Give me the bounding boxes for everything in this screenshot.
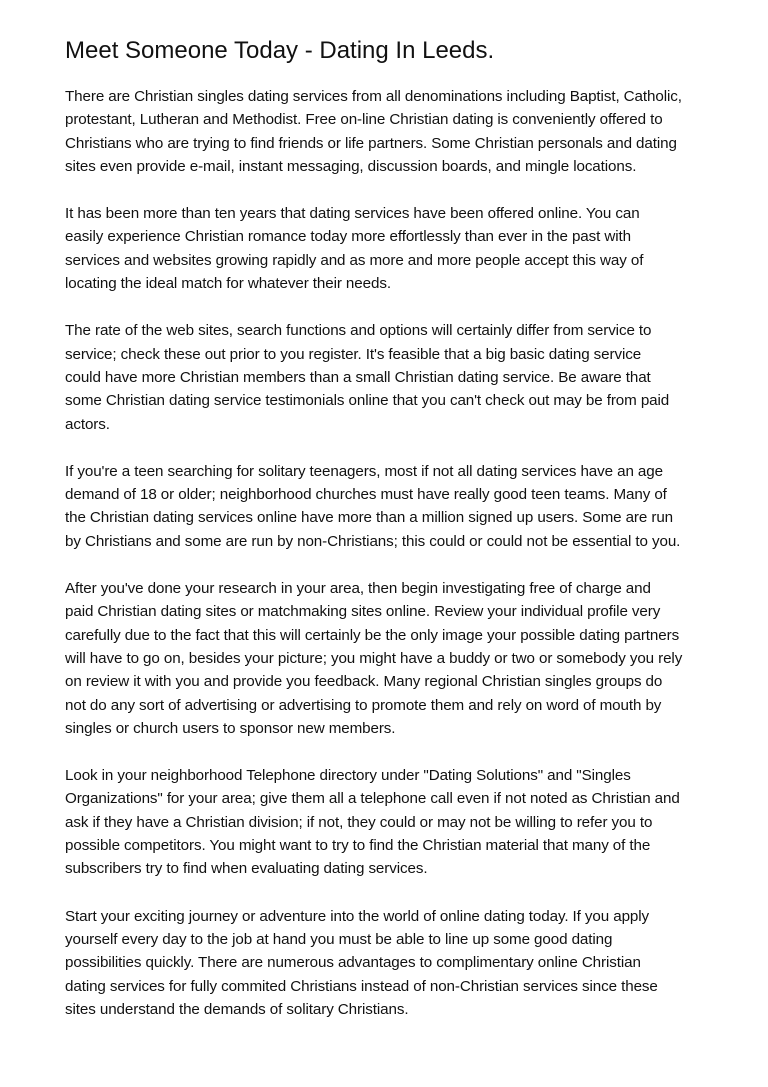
paragraph <box>65 460 715 553</box>
text-line: easily experience Christian romance today more effortlessly than ever in the past with <box>65 228 631 246</box>
text-line: some Christian dating service testimonials online that you can't check out may be from paid <box>65 392 670 410</box>
text-line: subscribers try to find when evaluating dating services. <box>65 860 428 878</box>
text-line: the Christian dating services online have more than a million signed up users. Some are run <box>65 509 674 527</box>
text-line: locating the ideal match for whatever their needs. <box>65 275 391 293</box>
text-line: yourself every day to the job at hand you must be able to line up some good dating <box>65 930 613 948</box>
text-line: After you've done your research in your area, then begin investigating free of charge and <box>65 580 651 598</box>
document-body <box>65 85 715 1045</box>
text-line: possibilities quickly. There are numerous advantages to complimentary online Christian <box>65 954 641 972</box>
text-line: The rate of the web sites, search functions and options will certainly differ from service to <box>65 322 652 340</box>
text-line: demand of 18 or older; neighborhood churches must have really good teen teams. Many of <box>65 486 667 504</box>
text-line: dating services for fully commited Christians instead of non-Christian services since these <box>65 977 658 995</box>
text-line: If you're a teen searching for solitary teenagers, most if not all dating services have an age <box>65 462 663 480</box>
text-line: Organizations" for your area; give them all a telephone call even if not noted as Christian and <box>65 790 680 808</box>
text-line: sites understand the demands of solitary Christians. <box>65 1000 409 1018</box>
paragraph <box>65 85 715 178</box>
document-title: Meet Someone Today - Dating In Leeds. <box>65 37 495 64</box>
text-line: It has been more than ten years that dating services have been offered online. You can <box>65 205 640 223</box>
paragraph <box>65 905 715 1021</box>
text-line: possible competitors. You might want to try to find the Christian material that many of the <box>65 837 651 855</box>
paragraph <box>65 764 715 880</box>
text-line: protestant, Lutheran and Methodist. Free on-line Christian dating is conveniently offered to <box>65 111 663 129</box>
text-line: could have more Christian members than a small Christian dating service. Be aware that <box>65 368 651 386</box>
text-line: singles or church users to sponsor new members. <box>65 719 396 737</box>
text-line: Start your exciting journey or adventure into the world of online dating today. If you apply <box>65 907 650 925</box>
paragraph <box>65 319 715 435</box>
paragraph <box>65 202 715 295</box>
text-line: service; check these out prior to you register. It's feasible that a big basic dating service <box>65 345 642 363</box>
text-line: not do any sort of advertising or advertising to promote them and rely on word of mouth by <box>65 696 662 714</box>
text-line: by Christians and some are run by non-Christians; this could or could not be essential to you. <box>65 532 681 550</box>
text-line: paid Christian dating sites or matchmaking sites online. Review your individual profile very <box>65 603 661 621</box>
text-line: sites even provide e-mail, instant messaging, discussion boards, and mingle locations. <box>65 157 637 175</box>
text-line: There are Christian singles dating services from all denominations including Baptist, Catholic, <box>65 88 682 105</box>
text-line: ask if they have a Christian division; if not, they could or may not be willing to refer you to <box>65 813 653 831</box>
text-line: Look in your neighborhood Telephone directory under "Dating Solutions" and "Singles <box>65 767 631 785</box>
text-line: services and websites growing rapidly and as more and more people accept this way of <box>65 251 644 269</box>
text-line: actors. <box>65 415 110 433</box>
text-line: carefully due to the fact that this will certainly be the only image your possible dating partners <box>65 626 680 644</box>
text-line: on review it with you and provide you feedback. Many regional Christian singles groups do <box>65 673 663 691</box>
paragraph <box>65 577 715 740</box>
text-line: will have to go on, besides your picture; you might have a buddy or two or somebody you rely <box>65 649 683 667</box>
text-line: Christians who are trying to find friends or life partners. Some Christian personals and dating <box>65 134 677 152</box>
